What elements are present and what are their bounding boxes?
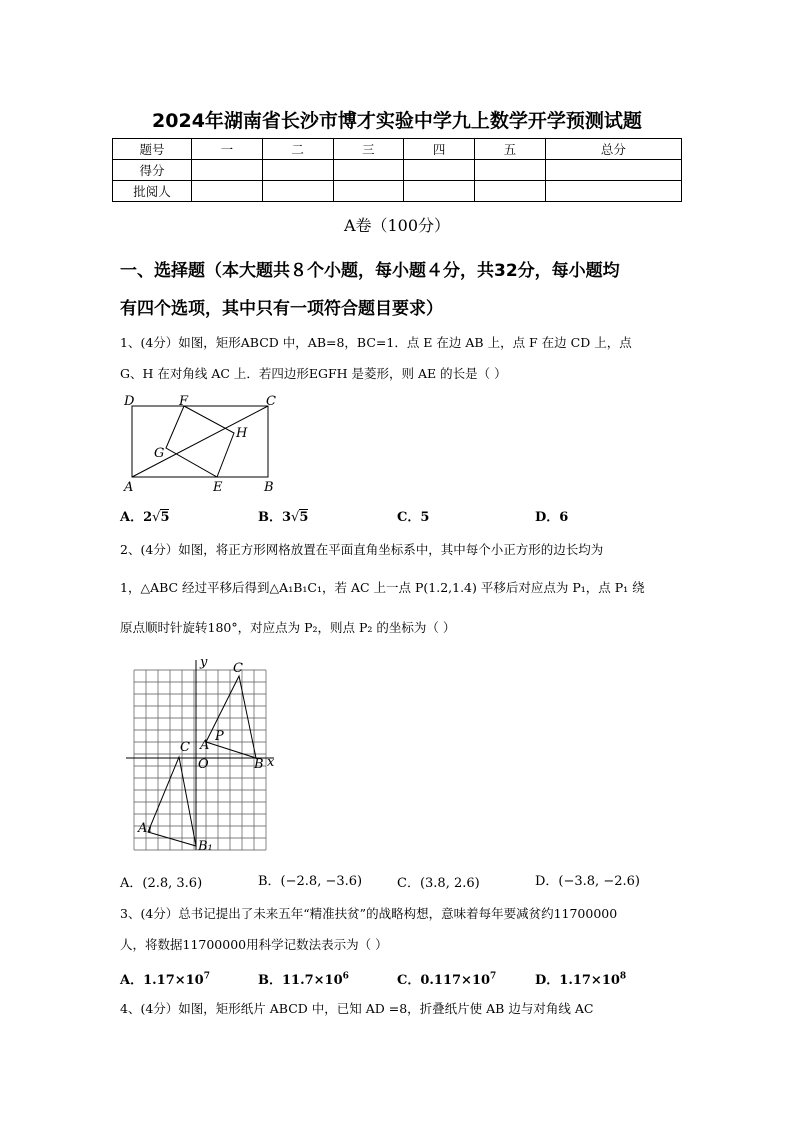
- q1-option-a-radicand: 5: [160, 510, 170, 525]
- diagonal-ac: [132, 406, 268, 477]
- label-b: B: [264, 480, 274, 495]
- score-cell: [333, 181, 404, 202]
- label-y: y: [200, 655, 208, 670]
- score-table-header-cell: 总分: [545, 139, 681, 160]
- q3-option-a-exp: 7: [203, 971, 210, 982]
- label-a1: A₁: [138, 821, 153, 836]
- section1-heading-line1: 一、选择题（本大题共８个小题，每小题４分，共32分，每小题均: [120, 261, 620, 281]
- score-table-header-row: [113, 139, 682, 160]
- q3-option-d-exp: 8: [619, 971, 627, 982]
- label-d: D: [124, 394, 135, 409]
- q2-text-line2: 1，△ABC 经过平移后得到△A₁B₁C₁，若 AC 上一点 P(1.2,1.4) 平移后对应点为 P₁，点 P₁ 绕: [120, 580, 645, 595]
- section-a-heading: A卷（100分）: [343, 216, 451, 235]
- q2-text-line1: 2、(4分）如图，将正方形网格放置在平面直角坐标系中，其中每个小正方形的边长均为: [120, 542, 604, 557]
- q1-text-line2: G、H 在对角线 AC 上．若四边形EGFH 是菱形，则 AE 的长是（ ）: [120, 366, 507, 381]
- score-cell: [192, 181, 263, 202]
- q2-option-a: A．(2.8, 3.6): [120, 876, 203, 891]
- q3-option-b-base: B．11.7×10: [258, 973, 343, 988]
- score-cell: [262, 181, 333, 202]
- q3-option-a-base: A．1.17×10: [120, 973, 204, 988]
- score-cell: [404, 181, 475, 202]
- score-table-header-cell: 三: [333, 139, 404, 160]
- label-c-translated: C: [180, 740, 190, 755]
- q1-option-d: D．6: [535, 510, 569, 525]
- q1-option-b-radicand: 5: [299, 510, 309, 525]
- label-p: P: [215, 729, 224, 744]
- score-cell: [475, 160, 546, 181]
- score-table-header-cell: 五: [475, 139, 546, 160]
- score-cell: [545, 160, 681, 181]
- label-o: O: [198, 757, 209, 772]
- q3-option-d: [535, 969, 626, 988]
- label-e: E: [213, 480, 223, 495]
- score-cell: [404, 160, 475, 181]
- q2-option-b: B．(−2.8, −3.6): [258, 874, 363, 889]
- q3-option-b-exp: 6: [342, 971, 349, 982]
- q3-text-line2: 人，将数据11700000用科学记数法表示为（ ）: [120, 937, 388, 952]
- label-g: G: [154, 446, 165, 461]
- score-table-header-cell: 一: [192, 139, 263, 160]
- score-table-row-label: 得分: [113, 160, 192, 181]
- score-cell: [262, 160, 333, 181]
- q3-option-d-base: D．1.17×10: [535, 973, 620, 988]
- q2-option-c: C．(3.8, 2.6): [397, 876, 480, 891]
- sqrt-sign: √: [152, 510, 161, 525]
- label-a: A: [124, 480, 134, 495]
- q3-option-c: [397, 969, 496, 988]
- label-b1: B₁: [198, 839, 213, 854]
- label-f: F: [179, 394, 189, 409]
- q1-option-b: [258, 506, 308, 525]
- score-table-row: [113, 181, 682, 202]
- score-table-row: [113, 160, 682, 181]
- score-table-header-cell: 四: [404, 139, 475, 160]
- q2-grid-figure: [120, 654, 280, 854]
- score-table-row-label: 批阅人: [113, 181, 192, 202]
- score-cell: [545, 181, 681, 202]
- q1-option-c: C．5: [397, 510, 430, 525]
- q3-option-c-base: C．0.117×10: [397, 973, 491, 988]
- paper-title: 2024年湖南省长沙市博才实验中学九上数学开学预测试题: [152, 110, 642, 132]
- q1-option-b-prefix: B．3: [258, 510, 292, 525]
- q2-option-d: D．(−3.8, −2.6): [535, 874, 640, 889]
- triangle-abc: [206, 676, 256, 758]
- q3-option-a: [120, 969, 210, 988]
- q3-option-b: [258, 969, 349, 988]
- label-a: A: [200, 738, 210, 753]
- score-table: [112, 138, 682, 202]
- q3-text-line1: 3、(4分）总书记提出了未来五年“精准扶贫”的战略构想，意味着每年要减贫约11700000: [120, 906, 618, 921]
- q4-text-line1: 4、(4分）如图，矩形纸片 ABCD 中，已知 AD =8，折叠纸片使 AB 边与对角线 AC: [120, 1001, 594, 1016]
- label-c: C: [233, 661, 243, 676]
- score-cell: [333, 160, 404, 181]
- score-cell: [192, 160, 263, 181]
- score-table-header-cell: 二: [262, 139, 333, 160]
- label-h: H: [236, 426, 248, 441]
- label-c: C: [266, 394, 276, 409]
- q1-rectangle-figure: [118, 392, 288, 496]
- q1-option-a-prefix: A．2: [120, 510, 153, 525]
- q1-text-line1: 1、(4分）如图，矩形ABCD 中，AB=8，BC=1．点 E 在边 AB 上，点 F 在边 CD 上，点: [120, 335, 632, 350]
- label-b: B: [254, 757, 264, 772]
- q2-text-line3: 原点顺时针旋转180°，对应点为 P₂，则点 P₂ 的坐标为（ ）: [120, 620, 456, 635]
- q3-option-c-exp: 7: [490, 971, 497, 982]
- sqrt-sign: √: [291, 510, 300, 525]
- triangle-a1b1c1: [148, 757, 196, 846]
- score-table-header-cell: 题号: [113, 139, 192, 160]
- score-cell: [475, 181, 546, 202]
- section1-heading-line2: 有四个选项，其中只有一项符合题目要求）: [120, 299, 443, 319]
- q1-option-a: [120, 506, 169, 525]
- label-x: x: [267, 755, 275, 770]
